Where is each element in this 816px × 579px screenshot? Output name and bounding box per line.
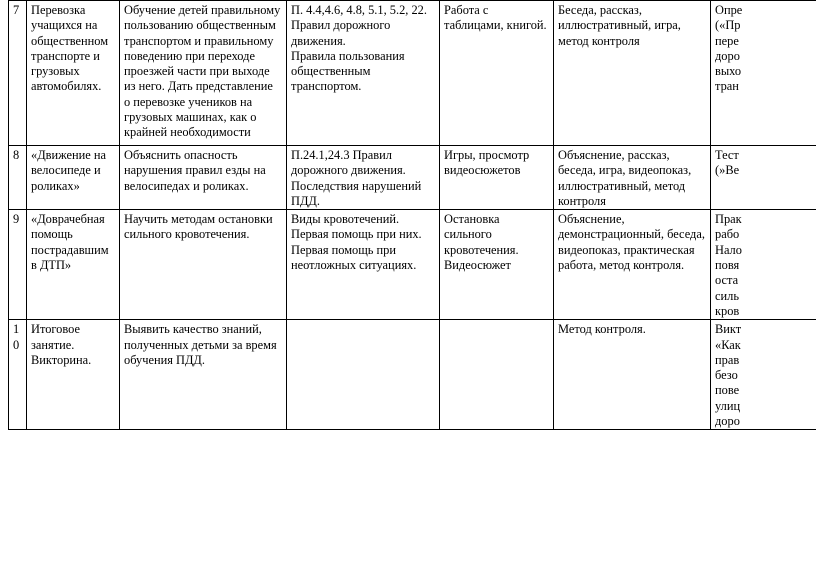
content-line: П.24.1,24.3 Правил дорожного движения. Последствия нарушений ПДД.	[291, 148, 422, 208]
control-cell	[711, 210, 816, 320]
control-line: Нало	[715, 242, 742, 257]
control-cell	[711, 1, 816, 146]
goal-cell	[120, 210, 287, 320]
control-line: Тест	[715, 148, 739, 162]
methods-text: Беседа, рассказ, иллюстративный, игра, метод контроля	[558, 3, 681, 48]
methods-cell	[554, 320, 711, 430]
form-cell	[440, 320, 554, 430]
lesson-number-cell	[9, 146, 27, 210]
control-line: улиц	[715, 398, 741, 413]
methods-cell	[554, 1, 711, 146]
form-cell	[440, 210, 554, 320]
goal-text: Обучение детей правильному пользованию общественным транспортом и правильному поведению при переходе проезжей части при выходе из него. Дать представление о перевозке учеников на грузовых машинах, как о крайней необходимости	[124, 3, 281, 140]
control-line: (»Ве	[715, 163, 740, 178]
methods-text: Объяснение, демонстрационный, беседа, видеопоказ, практическая работа, метод контроля.	[558, 212, 705, 273]
control-line: Викт	[715, 322, 742, 337]
goal-text: Научить методам остановки сильного кровотечения.	[124, 212, 273, 242]
table-row	[9, 320, 816, 430]
control-line: («Пр	[715, 18, 741, 33]
content-cell	[287, 210, 440, 320]
control-line: силь	[715, 288, 739, 303]
form-cell	[440, 1, 554, 146]
methods-cell	[554, 146, 711, 210]
goal-cell	[120, 1, 287, 146]
control-cell	[711, 320, 816, 430]
lesson-number: 1	[13, 322, 20, 337]
content-line: Первая помощь при неотложных ситуациях.	[291, 242, 417, 273]
control-line: повя	[715, 258, 740, 273]
topic-cell	[27, 320, 120, 430]
control-line: кров	[715, 303, 740, 318]
content-line: Виды кровотечений.	[291, 212, 400, 227]
control-line: прав	[715, 352, 740, 367]
topic-cell	[27, 1, 120, 146]
topic-text: «Движение на велосипеде и роликах»	[31, 148, 107, 193]
lesson-number: 9	[13, 212, 20, 227]
control-line: безо	[715, 368, 738, 383]
control-line: оста	[715, 273, 739, 288]
content-line: Первая помощь при них.	[291, 227, 422, 242]
content-cell	[287, 320, 440, 430]
methods-text: Метод контроля.	[558, 322, 646, 337]
goal-text: Объяснить опасность нарушения правил езды на велосипедах и роликах.	[124, 148, 266, 193]
control-line: доро	[715, 414, 740, 429]
topic-text: «Доврачебная помощь пострадавшим в ДТП»	[31, 212, 109, 273]
content-cell	[287, 146, 440, 210]
table-row	[9, 210, 816, 320]
lesson-number: 7	[13, 3, 20, 17]
goal-cell	[120, 146, 287, 210]
control-line: Опре	[715, 3, 743, 17]
topic-text: Перевозка учащихся на общественном транспорте и грузовых автомобилях.	[31, 3, 109, 94]
control-line: пере	[715, 33, 739, 48]
control-line: выхо	[715, 64, 742, 79]
lesson-plan-table	[8, 0, 816, 430]
content-line: Правила пользования общественным транспортом.	[291, 48, 405, 94]
topic-text: Итоговое занятие. Викторина.	[31, 322, 92, 367]
topic-cell	[27, 146, 120, 210]
lesson-number: 0	[13, 337, 20, 352]
table-row	[9, 1, 816, 146]
control-line: «Как	[715, 337, 741, 352]
table-row	[9, 146, 816, 210]
control-line: пове	[715, 383, 740, 398]
form-text: Остановка сильного кровотечения. Видеосюжет	[444, 212, 519, 273]
goal-cell	[120, 320, 287, 430]
control-line: доро	[715, 48, 740, 63]
control-line: рабо	[715, 227, 740, 242]
lesson-number-cell	[9, 1, 27, 146]
methods-cell	[554, 210, 711, 320]
lesson-number: 8	[13, 148, 20, 162]
content-cell	[287, 1, 440, 146]
form-text: Работа с таблицами, книгой.	[444, 3, 547, 33]
methods-text: Объяснение, рассказ, беседа, игра, видеопоказ, иллюстративный, метод контроля	[558, 148, 692, 208]
control-line: Прак	[715, 212, 742, 227]
goal-text: Выявить качество знаний, полученных детьми за время обучения ПДД.	[124, 322, 277, 367]
lesson-number-cell	[9, 210, 27, 320]
form-cell	[440, 146, 554, 210]
form-text: Игры, просмотр видеосюжетов	[444, 148, 530, 178]
content-line: П. 4.4,4.6, 4.8, 5.1, 5.2, 22. Правил дорожного движения.	[291, 3, 427, 48]
lesson-number-cell	[9, 320, 27, 430]
control-line: тран	[715, 79, 739, 94]
control-cell	[711, 146, 816, 210]
topic-cell	[27, 210, 120, 320]
